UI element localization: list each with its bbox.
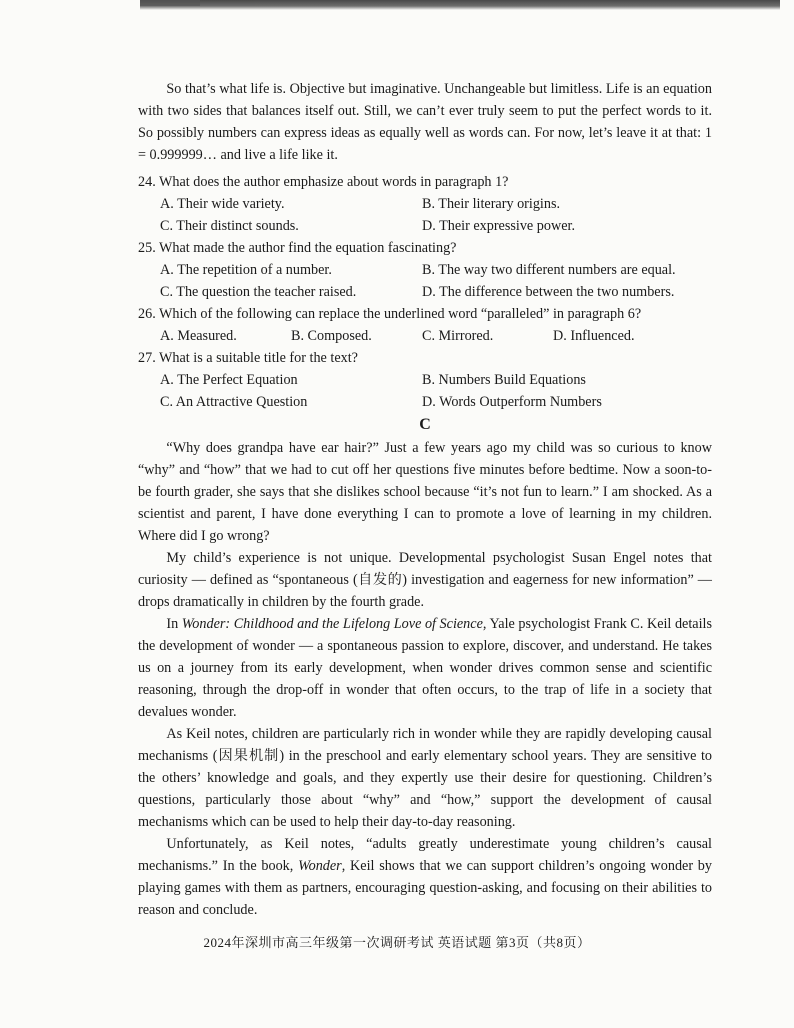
option-a: A. The repetition of a number. [160,262,332,278]
question-stem: 24. What does the author emphasize about words in paragraph 1? [138,174,509,190]
book-title: Wonder: Childhood and the Lifelong Love of Science [181,616,483,632]
question-26 [138,303,712,347]
option-d: D. The difference between the two numbers. [422,284,675,300]
question-stem: 25. What made the author find the equation fascinating? [138,240,457,256]
question-27 [138,347,712,413]
text-run: Unfortunately, as Keil notes, “adults greatly underestimate young children’s causal mechanisms.” In the book, [138,836,712,874]
question-stem: 26. Which of the following can replace the underlined word “paralleled” in paragraph 6? [138,306,642,322]
option-c: C. An Attractive Question [160,394,308,410]
option-b: B. The way two different numbers are equal. [422,262,676,278]
option-b: B. Their literary origins. [422,196,561,212]
question-stem: 27. What is a suitable title for the text? [138,350,358,366]
passage-c-paragraph-5 [138,833,712,921]
question-options [138,325,712,347]
text-run: , Keil shows that we can support children’s ongoing wonder by playing games with them as partners, encouraging question-asking, and focusing on their abilities to reason and conclude. [138,858,712,918]
question-options [138,369,712,413]
passage-c-paragraph-2: My child’s experience is not unique. Developmental psychologist Susan Engel notes that curiosity — defined as “spontaneous (自发的) investigation and eagerness for new information” — drops dramatically in children by the fourth grade. [138,550,712,610]
passage-c-paragraph-4: As Keil notes, children are particularly rich in wonder while they are rapidly developing causal mechanisms (因果机制) in the preschool and early elementary school years. They are sensitive to the others’ knowledge and goals, and they expertly use their desire for questioning. Children’s questions, particularly those about “why” and “how,” support the development of causal mechanisms which can be used to help their day-to-day reasoning. [138,726,712,830]
option-a: A. Their wide variety. [160,196,285,212]
scan-edge-shadow [140,0,780,10]
option-c: C. The question the teacher raised. [160,284,357,300]
option-d: D. Words Outperform Numbers [422,394,602,410]
page-footer: 2024年深圳市高三年级第一次调研考试 英语试题 第3页（共8页） [203,935,591,950]
question-options [138,259,712,303]
text-run: In [166,616,182,632]
passage-b-closing-paragraph: So that’s what life is. Objective but imaginative. Unchangeable but limitless. Life is an equation with two sides that balances itself out. Still, we can’t ever truly seem to put the perfect words to it. So possibly numbers can express ideas as equally well as words can. For now, let’s leave it at that: 1 = 0.999999… and live a life like it. [138,81,712,163]
question-24 [138,171,712,237]
option-d: D. Their expressive power. [422,218,575,234]
option-a: A. The Perfect Equation [160,372,298,388]
book-title: Wonder [298,858,342,874]
section-heading: C [419,416,431,433]
passage-c-paragraph-1: “Why does grandpa have ear hair?” Just a few years ago my child was so curious to know “why” and “how” that we had to cut off her questions five minutes before bedtime. Now a soon-to-be fourth grader, she says that she dislikes school because “it’s not fun to learn.” I am shocked. As a scientist and parent, I have done everything I can to promote a love of learning in my children. Where did I go wrong? [138,440,712,544]
option-c: C. Their distinct sounds. [160,218,299,234]
option-c: C. Mirrored. [422,328,494,344]
question-options [138,193,712,237]
option-a: A. Measured. [160,328,237,344]
question-25 [138,237,712,303]
passage-c-paragraph-3 [138,613,712,723]
text-run: , Yale psychologist Frank C. Keil details the development of wonder — a spontaneous passion to explore, discover, and understand. He takes us on a journey from its early development, when wonder drives common sense and scientific reasoning, through the drop-off in wonder that often occurs, to the trap of life in a society that devalues wonder. [138,616,712,720]
option-b: B. Composed. [291,328,372,344]
option-d: D. Influenced. [553,328,635,344]
page-content [138,78,712,921]
option-b: B. Numbers Build Equations [422,372,586,388]
